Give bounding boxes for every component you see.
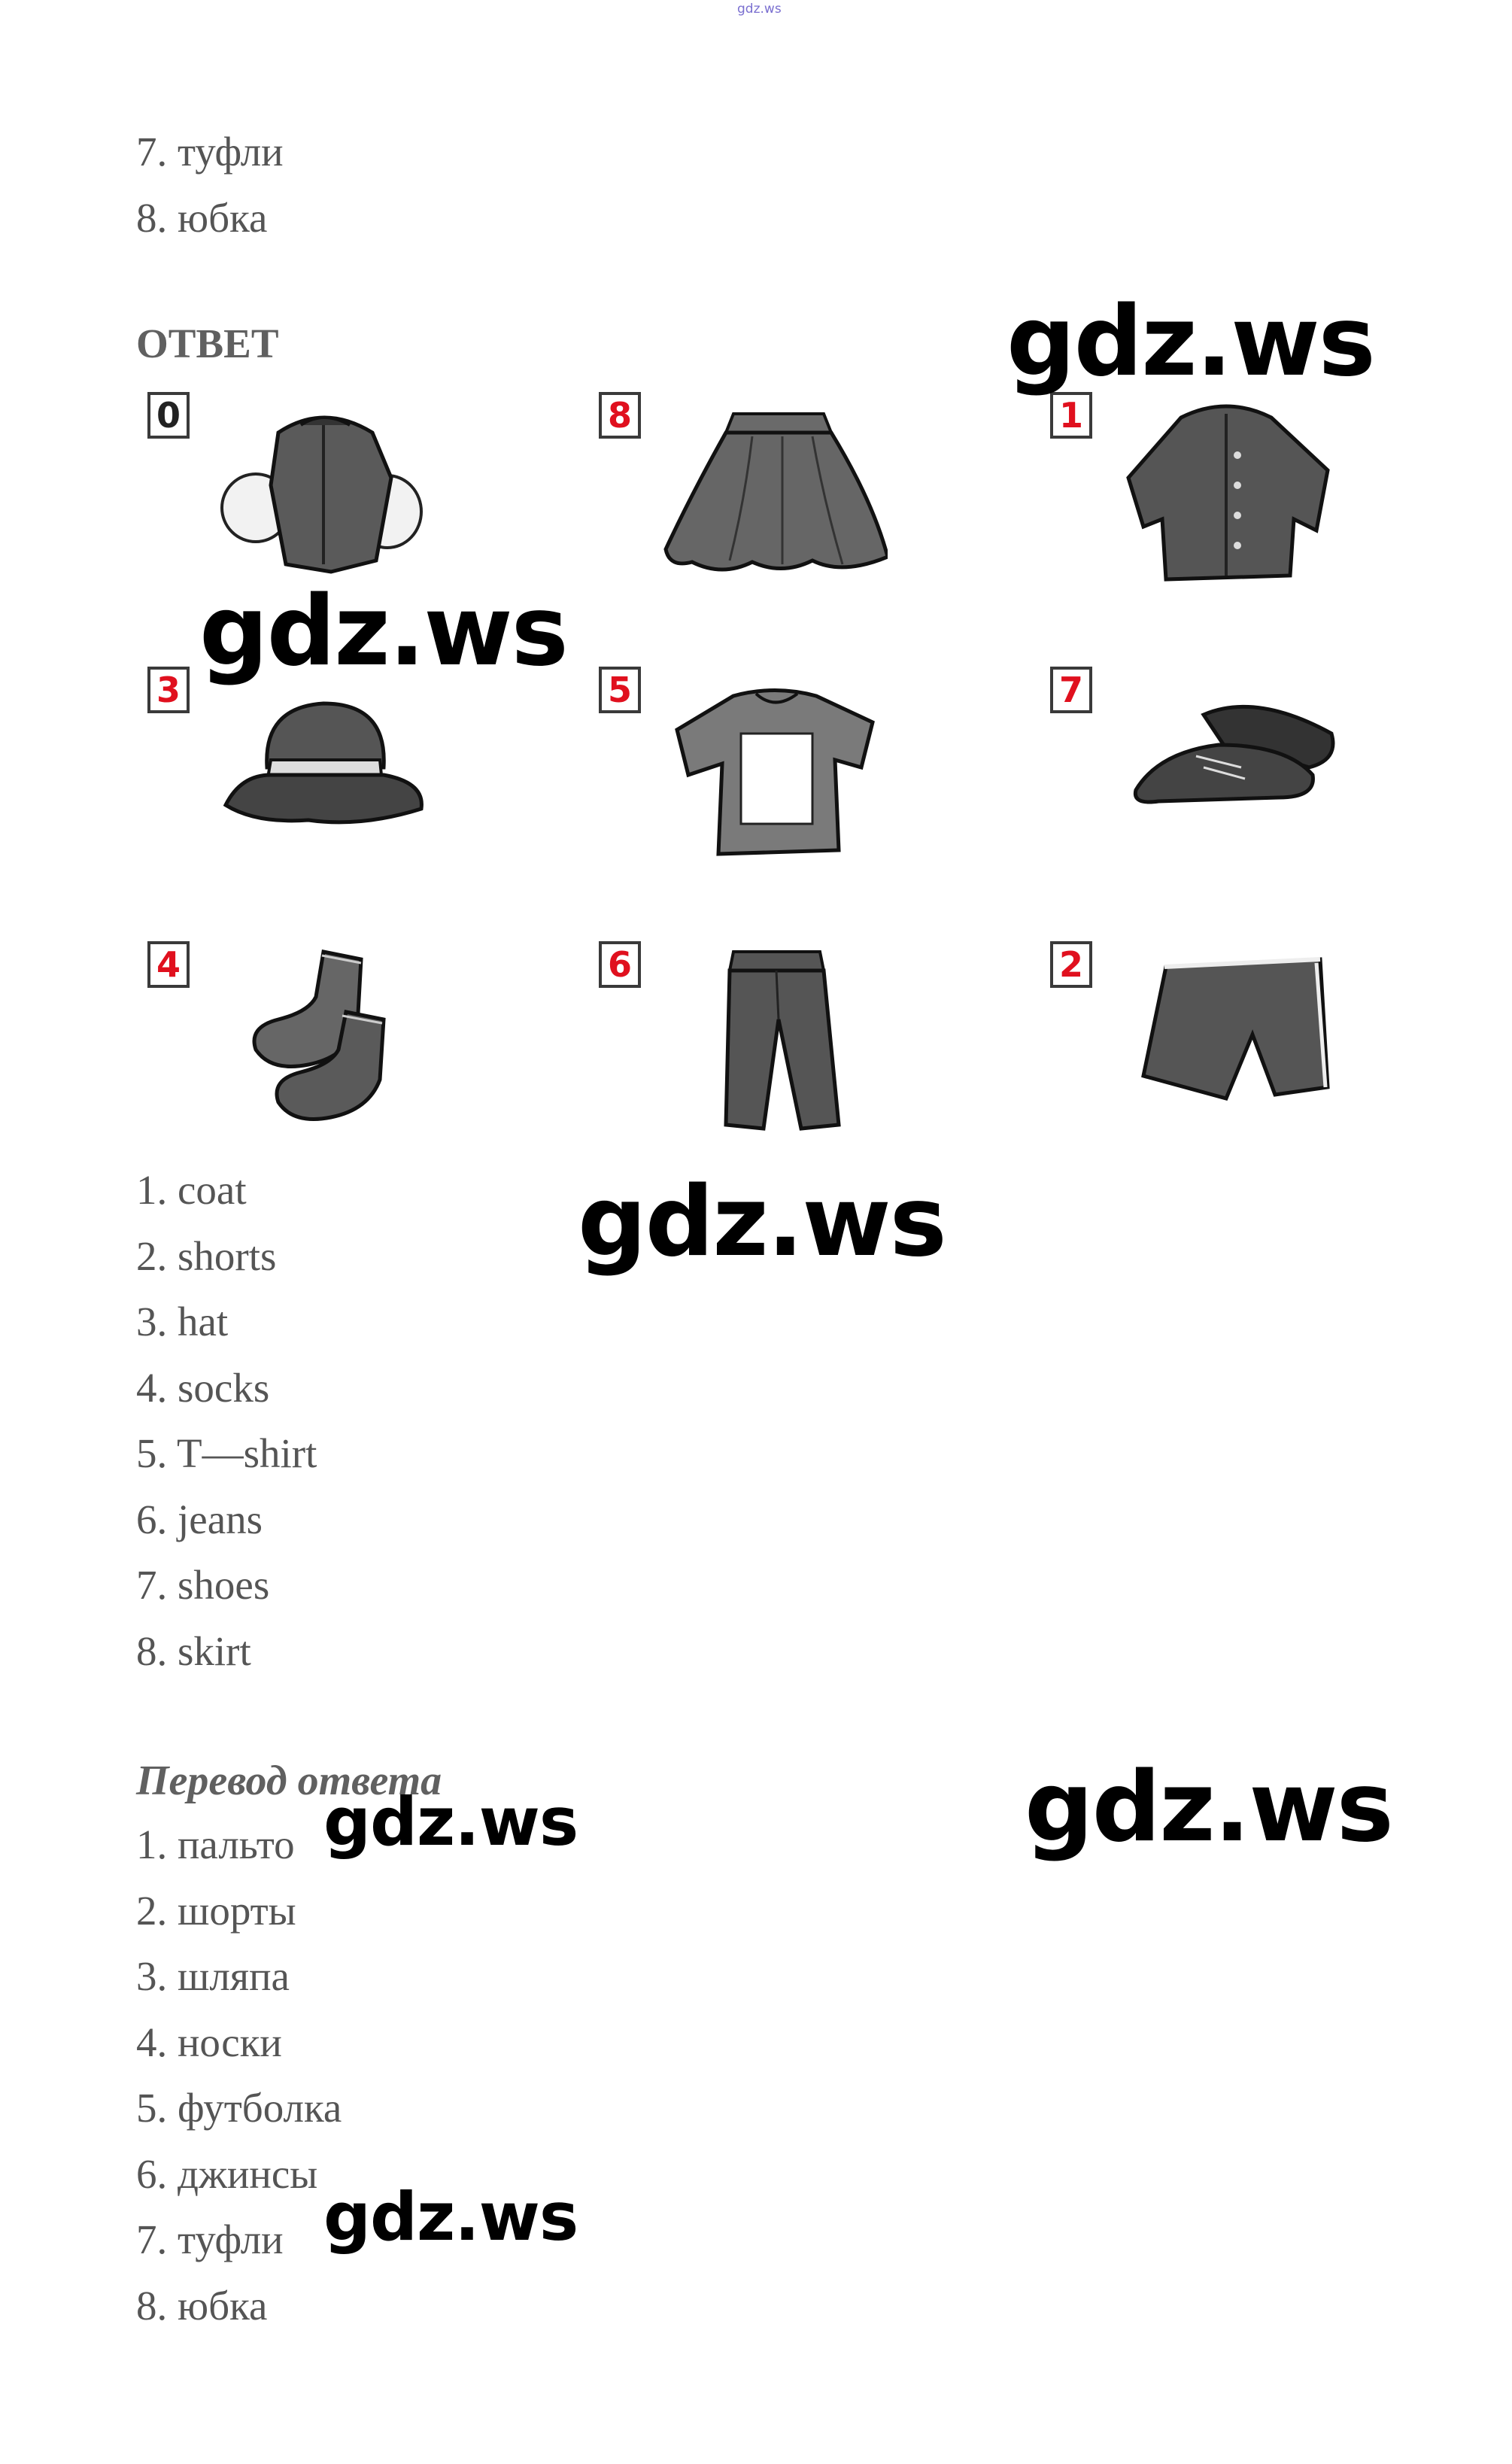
list-item: 4. носки xyxy=(136,2019,282,2065)
picture-cell xyxy=(594,655,1016,918)
list-item: 3. hat xyxy=(136,1299,229,1344)
picture-cell xyxy=(1046,929,1467,1193)
picture-cell xyxy=(1046,655,1467,918)
picture-number: 4 xyxy=(147,941,190,988)
translation-list xyxy=(136,1812,342,2338)
picture-number: 2 xyxy=(1050,941,1092,988)
picture-number: 6 xyxy=(599,941,641,988)
watermark: gdz.ws xyxy=(578,1166,946,1278)
picture-number: 5 xyxy=(599,667,641,713)
list-item: 7. туфли xyxy=(136,2216,284,2262)
jacket-icon xyxy=(211,387,436,591)
picture-number: 3 xyxy=(147,667,190,713)
watermark: gdz.ws xyxy=(1025,1752,1392,1864)
list-item: 7. shoes xyxy=(136,1562,270,1608)
picture-number: 8 xyxy=(599,392,641,439)
list-item: 8. юбка xyxy=(136,2282,268,2329)
list-item: 5. T—shirt xyxy=(136,1430,317,1476)
picture-cell xyxy=(594,380,1016,643)
shorts-icon xyxy=(1113,937,1339,1140)
clothes-picture-grid xyxy=(143,380,1362,1155)
picture-cell xyxy=(1046,380,1467,643)
picture-number: 7 xyxy=(1050,667,1092,713)
site-mark: gdz.ws xyxy=(737,2,782,17)
picture-cell xyxy=(143,655,564,918)
list-item: 2. шорты xyxy=(136,1887,296,1934)
picture-number: 1 xyxy=(1050,392,1092,439)
shoes-icon xyxy=(1113,662,1339,865)
picture-cell xyxy=(594,929,1016,1193)
watermark: gdz.ws xyxy=(323,1783,578,1861)
list-item: 8. юбка xyxy=(136,194,268,241)
list-item: 8. skirt xyxy=(136,1627,251,1674)
answer-heading: ОТВЕТ xyxy=(136,321,279,366)
tshirt-icon xyxy=(662,662,888,865)
list-item: 1. пальто xyxy=(136,1821,295,1867)
list-item: 6. джинсы xyxy=(136,2150,318,2197)
list-item: 5. футболка xyxy=(136,2085,342,2131)
list-item: 7. туфли xyxy=(136,129,284,175)
list-item: 4. socks xyxy=(136,1364,270,1411)
picture-number: 0 xyxy=(147,392,190,439)
socks-icon xyxy=(211,937,436,1140)
list-item: 2. shorts xyxy=(136,1232,277,1279)
watermark: gdz.ws xyxy=(199,576,567,688)
coat-icon xyxy=(1113,387,1339,591)
translation-heading: Перевод ответа xyxy=(136,1758,442,1804)
list-item: 6. jeans xyxy=(136,1496,263,1542)
list-item: 1. coat xyxy=(136,1167,247,1213)
watermark: gdz.ws xyxy=(1006,286,1374,398)
answer-list xyxy=(136,1157,317,1684)
picture-cell xyxy=(143,929,564,1193)
previous-list xyxy=(136,119,284,251)
hat-icon xyxy=(211,662,436,865)
jeans-icon xyxy=(662,937,888,1140)
watermark: gdz.ws xyxy=(323,2178,578,2256)
list-item: 3. шляпа xyxy=(136,1953,290,1999)
skirt-icon xyxy=(662,387,888,591)
